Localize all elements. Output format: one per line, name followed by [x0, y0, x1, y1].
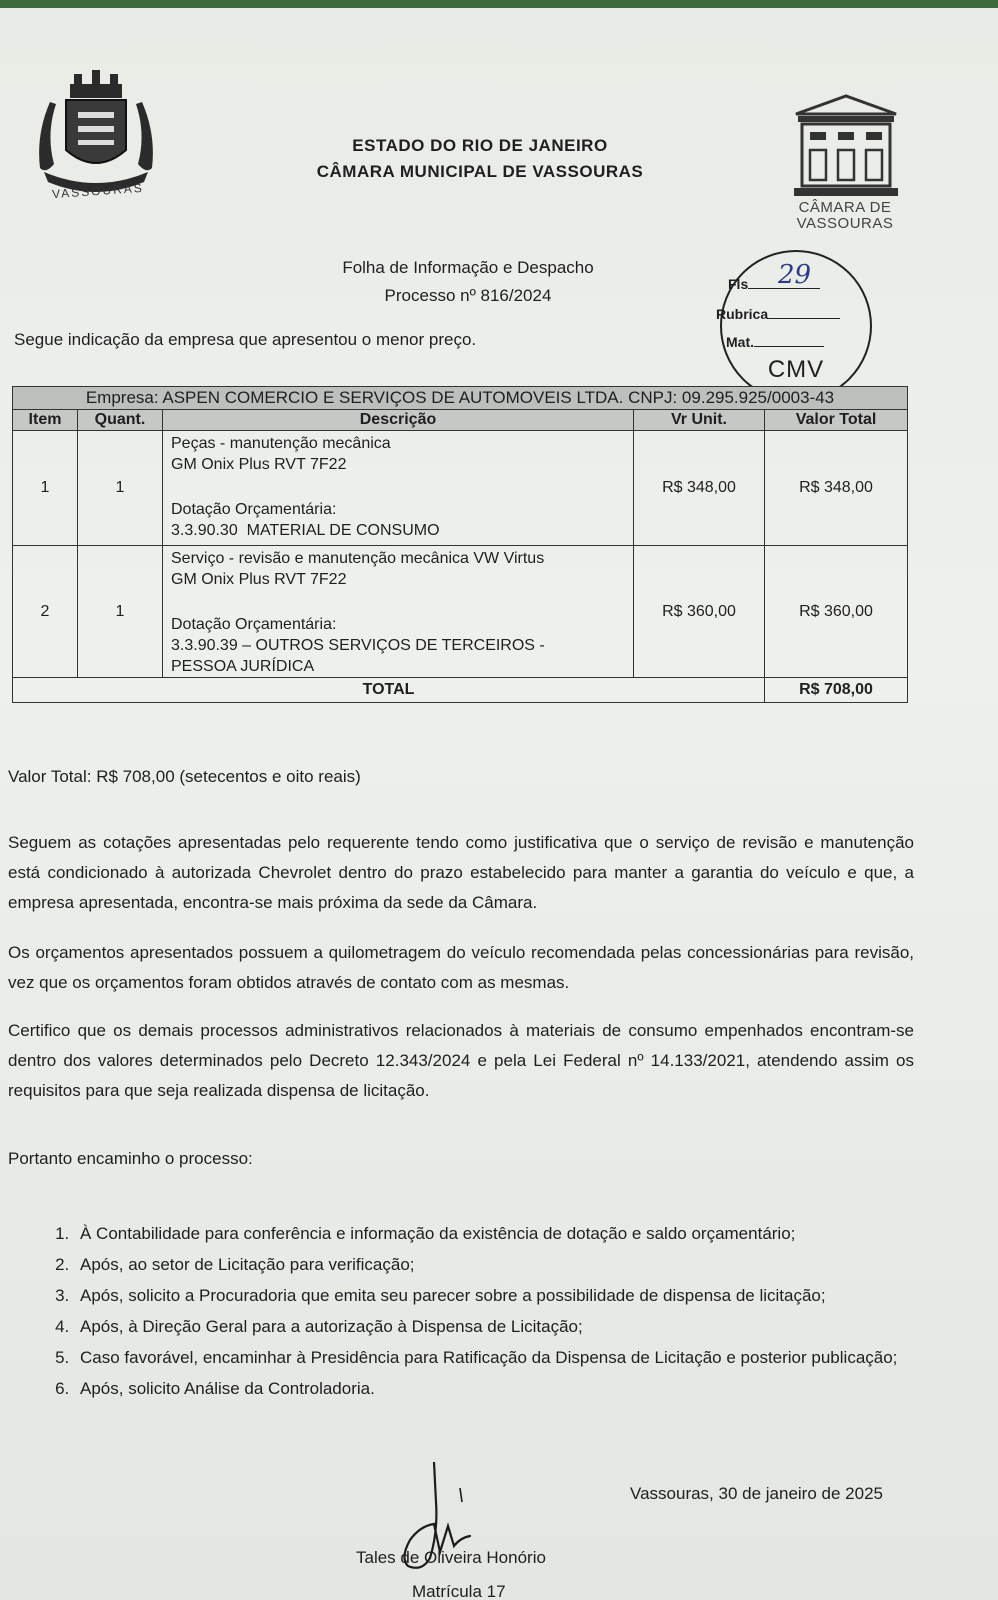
list-item: 2. Após, ao setor de Licitação para verificação;: [74, 1249, 950, 1280]
stamp-org: CMV: [767, 356, 825, 383]
item-description: Serviço - revisão e manutenção mecânica VW Virtus GM Onix Plus RVT 7F22 Dotação Orçamentária: 3.3.90.39 – OUTROS SERVIÇOS DE TERCEIROS - PESSOA JURÍDICA: [163, 546, 634, 678]
item-description: Peças - manutenção mecânica GM Onix Plus RVT 7F22 Dotação Orçamentária: 3.3.90.30 MATERIAL DE CONSUMO: [163, 431, 634, 546]
forward-text: Portanto encaminho o processo:: [8, 1149, 253, 1168]
stamp-fls-value: 29: [778, 260, 812, 290]
list-item: 1. À Contabilidade para conferência e informação da existência de dotação e saldo orçamentário;: [74, 1218, 950, 1249]
stamp-fls: Fls: [728, 276, 820, 292]
sheet-title: Folha de Informação e Despacho: [342, 258, 594, 277]
quote-table: [12, 386, 908, 703]
col-item: Item: [13, 410, 78, 431]
document-page: [0, 8, 998, 1600]
col-desc: Descrição: [163, 410, 634, 431]
value-total-text: Valor Total: R$ 708,00 (setecentos e oito reais): [8, 767, 361, 786]
col-qty: Quant.: [78, 410, 163, 431]
intro-text: Segue indicação da empresa que apresentou o menor preço.: [14, 330, 477, 349]
state-name: ESTADO DO RIO DE JANEIRO: [352, 136, 608, 155]
total-value: R$ 708,00: [765, 678, 908, 703]
list-item: 5. Caso favorável, encaminhar à Presidência para Ratificação da Dispensa de Licitação e posterior publicação;: [74, 1342, 950, 1373]
table-row: 2 1 Serviço - revisão e manutenção mecânica VW Virtus GM Onix Plus RVT 7F22 Dotação Orçamentária: 3.3.90.39 – OUTROS SERVIÇOS DE TERCEIROS - PESSOA JURÍDICA R$ 360,00 R$ 360,00: [13, 546, 908, 678]
quotes-paragraph: Os orçamentos apresentados possuem a quilometragem do veículo recomendada pelas concessionárias para revisão, vez que os orçamentos foram obtidos através de contato com as mesmas.: [8, 943, 914, 992]
signature-date: Vassouras, 30 de janeiro de 2025: [630, 1484, 883, 1503]
document-header: [300, 136, 660, 182]
certification-paragraph: Certifico que os demais processos administrativos relacionados à materiais de consumo empenhados encontram-se dentro dos valores determinados pelo Decreto 12.343/2024 e pela Lei Federal nº 14.133/2021, atendendo assim os requisitos para que seja realizada dispensa de licitação.: [8, 1021, 914, 1100]
chamber-building-icon: [790, 92, 902, 202]
process-number: Processo nº 816/2024: [384, 286, 552, 305]
signer-registration: Matrícula 17: [412, 1582, 506, 1600]
stamp-rubrica: Rubrica: [716, 306, 840, 322]
list-item: 3. Após, solicito a Procuradoria que emita seu parecer sobre a possibilidade de dispensa de licitação;: [74, 1280, 950, 1311]
table-row: 1 1 Peças - manutenção mecânica GM Onix Plus RVT 7F22 Dotação Orçamentária: 3.3.90.30 MATERIAL DE CONSUMO R$ 348,00 R$ 348,00: [13, 431, 908, 546]
forwarding-steps: [38, 1218, 950, 1404]
page-stamp: [716, 250, 872, 402]
signer-name: Tales de Oliveira Honório: [356, 1548, 546, 1567]
document-subheading: [318, 254, 618, 310]
chamber-name: CÂMARA MUNICIPAL DE VASSOURAS: [316, 162, 644, 181]
list-item: 6. Após, solicito Análise da Controladoria.: [74, 1373, 950, 1404]
col-unit: Vr Unit.: [634, 410, 765, 431]
total-row: [13, 678, 908, 703]
crest-caption: VASSOURAS: [51, 180, 145, 202]
stamp-mat: Mat.: [726, 334, 824, 350]
total-label: TOTAL: [13, 678, 765, 703]
justification-paragraph: Seguem as cotações apresentadas pelo requerente tendo como justificativa que o serviço de revisão e manutenção está condicionado à autorizada Chevrolet dentro do prazo estabelecido para manter a garantia do veículo e que, a empresa apresentada, encontra-se mais próxima da sede da Câmara.: [8, 833, 914, 912]
company-header: Empresa: ASPEN COMERCIO E SERVIÇOS DE AUTOMOVEIS LTDA. CNPJ: 09.295.925/0003-43: [13, 387, 908, 410]
col-total: Valor Total: [765, 410, 908, 431]
list-item: 4. Após, à Direção Geral para a autorização à Dispensa de Licitação;: [74, 1311, 950, 1342]
chamber-logo-caption: CÂMARA DE VASSOURAS: [796, 199, 894, 232]
